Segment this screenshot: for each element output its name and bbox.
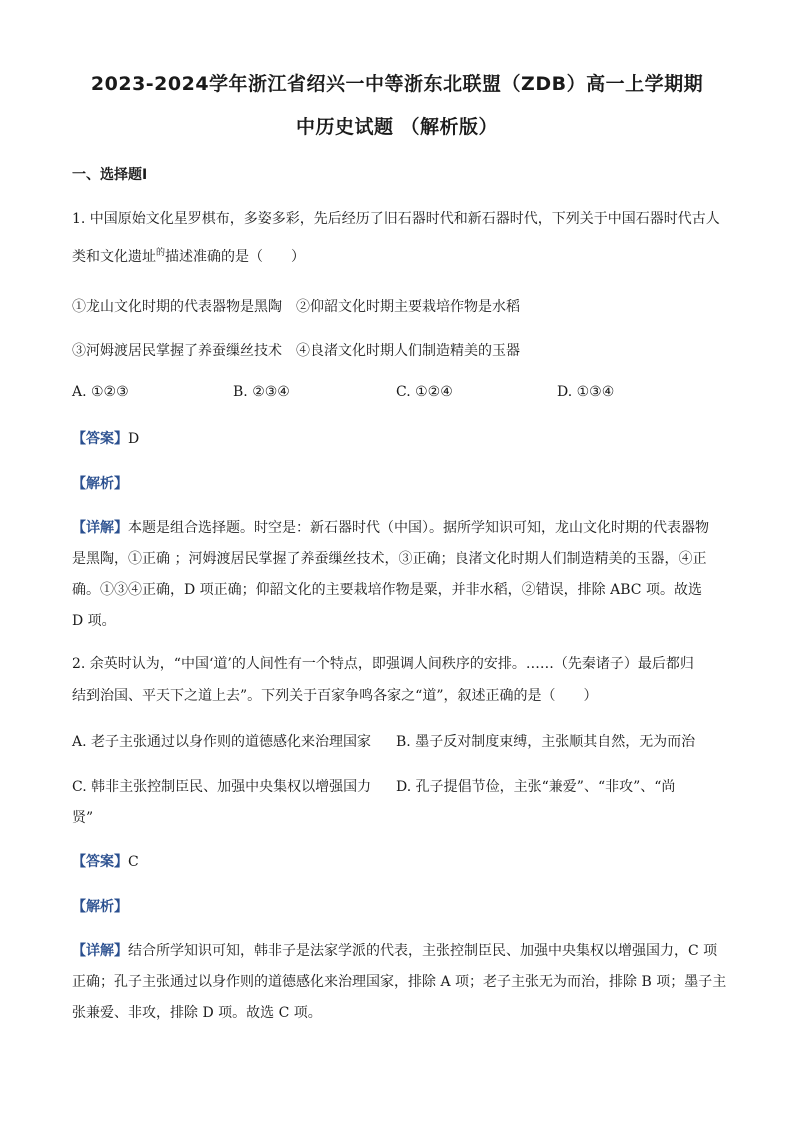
q1-stem-superscript: 的 xyxy=(156,248,166,258)
q2-option-c: C. 韩非主张控制臣民、加强中央集权以增强国力 xyxy=(72,779,372,795)
q1-answer-row xyxy=(72,428,139,448)
q1-option-a: A. ①②③ xyxy=(72,384,129,400)
q2-detail-tag: 【详解】 xyxy=(72,943,128,959)
q1-stem-text-b: 描述准确的是（ ） xyxy=(165,249,306,265)
section-heading: 一、选择题Ⅰ xyxy=(72,167,148,183)
q2-answer-value: C xyxy=(128,854,139,870)
q2-detail-line-2: 正确；孔子主张通过以身作则的道德感化来治理国家，排除 A 项；老子主张无为而治，排除 B 项；墨子主 xyxy=(72,974,727,990)
q1-analysis-row xyxy=(72,473,128,493)
q1-analysis-tag: 【解析】 xyxy=(72,476,128,492)
q1-stem-line-1: 1. 中国原始文化星罗棋布，多姿多彩，先后经历了旧石器时代和新石器时代，下列关于中国石器时代古人 xyxy=(72,211,720,227)
q2-answer-row xyxy=(72,851,139,871)
q1-answer-value: D xyxy=(128,431,140,447)
q1-detail-line-1 xyxy=(72,517,709,537)
q1-detail-tag: 【详解】 xyxy=(72,520,128,536)
q2-option-b: B. 墨子反对制度束缚，主张顺其自然，无为而治 xyxy=(396,734,696,750)
q2-option-d-line-2: 贤” xyxy=(72,810,94,826)
q1-detail-text-1: 本题是组合选择题。时空是：新石器时代（中国）。据所学知识可知，龙山文化时期的代表器物 xyxy=(128,520,709,536)
q2-detail-text-1: 结合所学知识可知，韩非子是法家学派的代表，主张控制臣民、加强中央集权以增强国力，C 项 xyxy=(128,943,718,959)
q2-option-d-line-1: D. 孔子提倡节俭，主张“兼爱”、“非攻”、“尚 xyxy=(396,779,676,795)
q2-detail-line-3: 张兼爱、非攻，排除 D 项。故选 C 项。 xyxy=(72,1005,322,1021)
document-title-line-2: 中历史试题 （解析版） xyxy=(295,116,499,138)
q2-stem-line-1: 2. 余英时认为，“中国‘道’的人间性有一个特点，即强调人间秩序的安排。……（先秦诸子）最后都归 xyxy=(72,656,694,672)
document-title-line-1: 2023-2024学年浙江省绍兴一中等浙东北联盟（ZDB）高一上学期期 xyxy=(90,73,704,95)
q1-stem-line-2 xyxy=(72,246,305,266)
q2-analysis-row xyxy=(72,896,128,916)
q1-option-b: B. ②③④ xyxy=(233,384,290,400)
q1-option-c: C. ①②④ xyxy=(396,384,453,400)
q1-detail-line-4: D 项。 xyxy=(72,613,116,629)
q1-items-line-1: ①龙山文化时期的代表器物是黑陶 ②仰韶文化时期主要栽培作物是水稻 xyxy=(72,299,520,315)
q1-option-d: D. ①③④ xyxy=(557,384,615,400)
q2-analysis-tag: 【解析】 xyxy=(72,899,128,915)
q1-detail-line-2: 是黑陶，①正确 ；河姆渡居民掌握了养蚕缫丝技术，③正确；良渚文化时期人们制造精美的玉器，④正 xyxy=(72,551,707,567)
q1-items-line-2: ③河姆渡居民掌握了养蚕缫丝技术 ④良渚文化时期人们制造精美的玉器 xyxy=(72,343,520,359)
q2-option-a: A. 老子主张通过以身作则的道德感化来治理国家 xyxy=(72,734,372,750)
q2-answer-tag: 【答案】 xyxy=(72,854,128,870)
q1-stem-text-a: 类和文化遗址 xyxy=(72,249,156,265)
q2-stem-line-2: 结到治国、平天下之道上去”。下列关于百家争鸣各家之“道”，叙述正确的是（ ） xyxy=(72,688,598,704)
q1-answer-tag: 【答案】 xyxy=(72,431,128,447)
q2-detail-line-1 xyxy=(72,940,717,960)
q1-detail-line-3: 确。①③④正确，D 项正确；仰韶文化的主要栽培作物是粟，并非水稻，②错误，排除 ABC 项。故选 xyxy=(72,582,702,598)
